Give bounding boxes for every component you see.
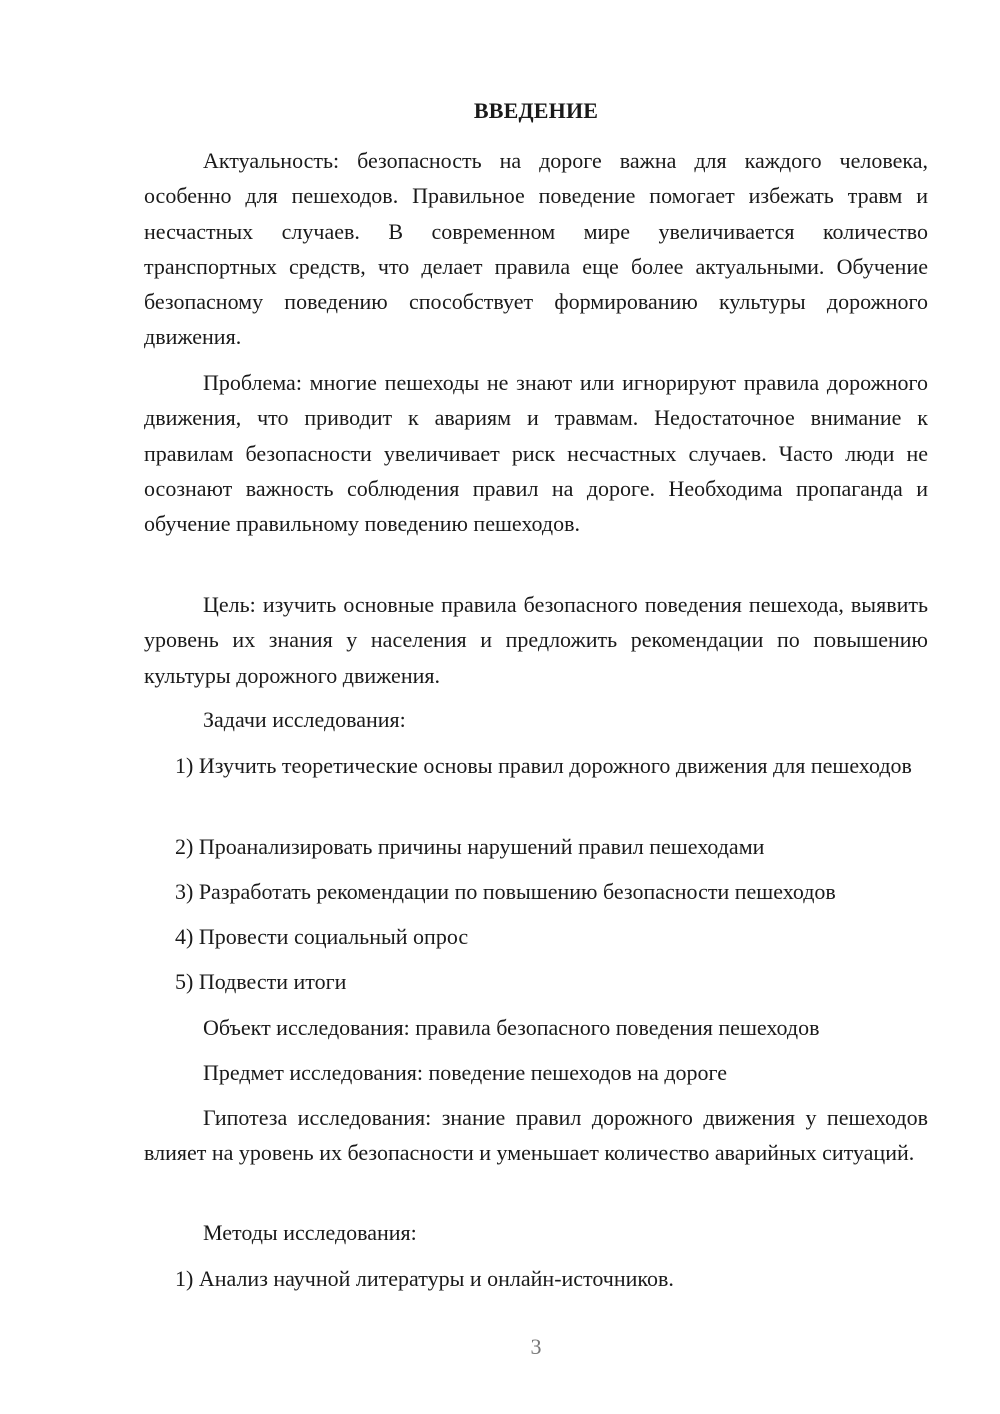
task-item-2: 2) Проанализировать причины нарушений правил пешеходами [175,834,765,859]
page-title: ВВЕДЕНИЕ [473,98,599,123]
method-item-1: 1) Анализ научной литературы и онлайн-источников. [175,1266,674,1291]
hypothesis-paragraph: Гипотеза исследования: знание правил дорожного движения у пешеходов влияет на уровень их безопасности и уменьшает количество аварийных ситуаций. [144,1105,928,1166]
page-number: 3 [530,1334,542,1359]
object-paragraph: Объект исследования: правила безопасного поведения пешеходов [203,1015,820,1040]
relevance-paragraph: Актуальность: безопасность на дороге важна для каждого человека, особенно для пешеходов. Правильное поведение помогает избежать травм и несчастных случаев. В современном мире увеличивается количество транспортных средств, что делает правила еще более актуальными. Обучение безопасному поведению способствует формированию культуры дорожного движения. [144,148,928,350]
task-item-4: 4) Провести социальный опрос [175,924,469,949]
goal-paragraph: Цель: изучить основные правила безопасного поведения пешехода, выявить уровень их знания у населения и предложить рекомендации по повышению культуры дорожного движения. [144,592,928,688]
task-item-1: 1) Изучить теоретические основы правил дорожного движения для пешеходов [175,753,912,778]
tasks-title: Задачи исследования: [203,707,406,732]
task-item-5: 5) Подвести итоги [175,969,347,994]
subject-paragraph: Предмет исследования: поведение пешеходов на дороге [203,1060,728,1085]
methods-title: Методы исследования: [203,1220,417,1245]
problem-paragraph: Проблема: многие пешеходы не знают или игнорируют правила дорожного движения, что приводит к авариям и травмам. Недостаточное внимание к правилам безопасности увеличивает риск несчастных случаев. Часто люди не осознают важность соблюдения правил на дороге. Необходима пропаганда и обучение правильному поведению пешеходов. [144,370,928,537]
task-item-3: 3) Разработать рекомендации по повышению безопасности пешеходов [175,879,836,904]
